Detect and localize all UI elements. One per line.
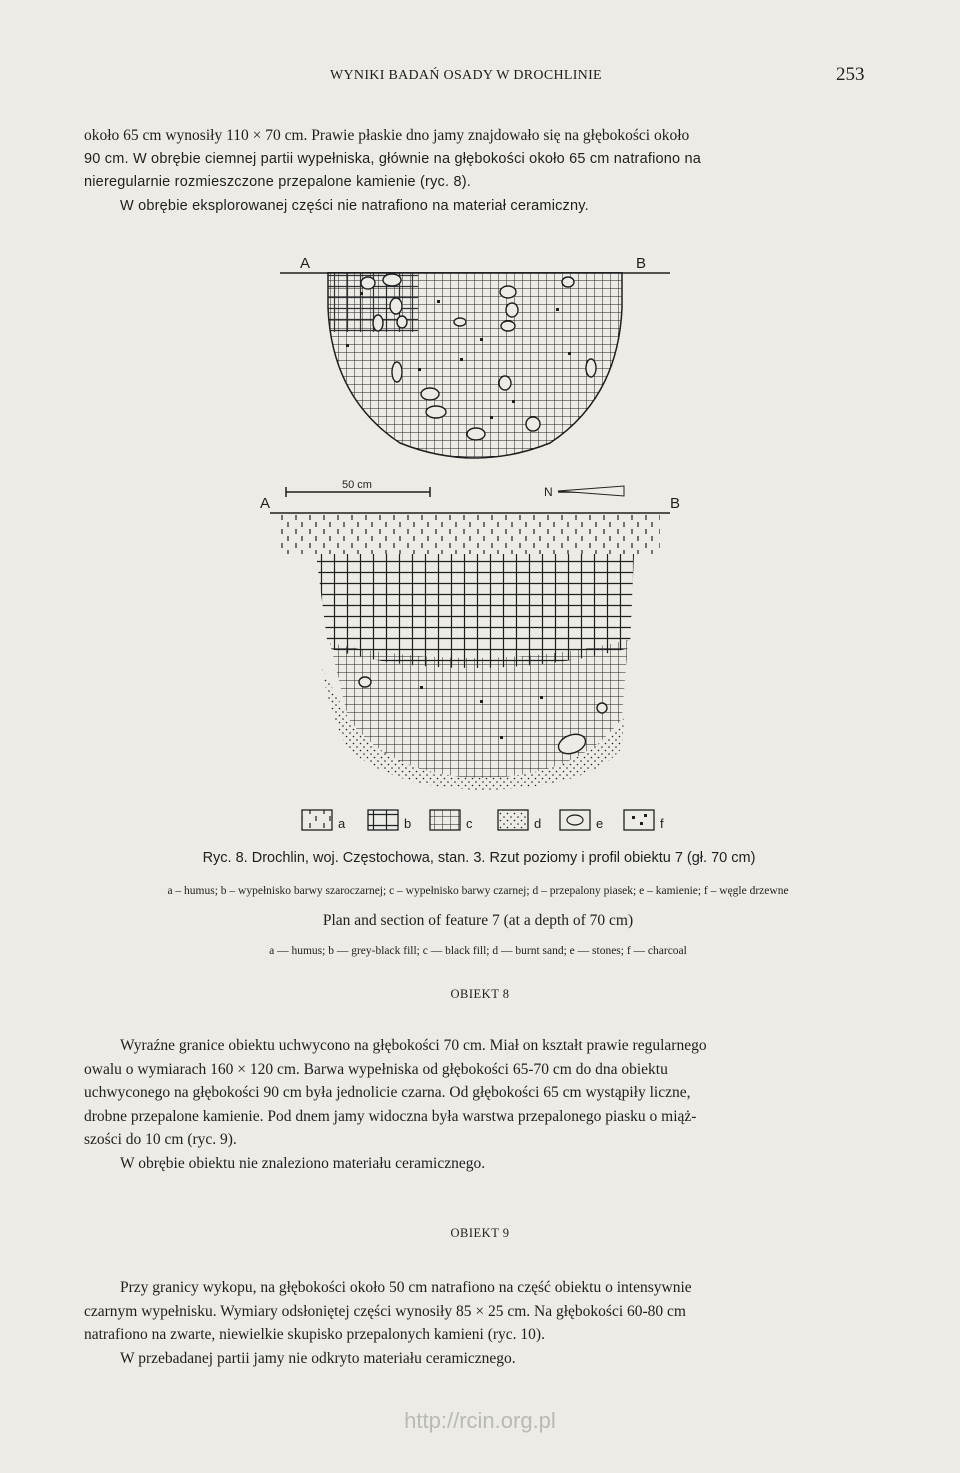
legend-key-b: b [404, 816, 412, 831]
text-line: szości do 10 cm (ryc. 9). [84, 1131, 237, 1148]
section-label-a: A [260, 495, 271, 512]
figure-caption-en: Plan and section of feature 7 (at a depth of 70 cm) [322, 912, 634, 929]
intro-paragraph [84, 124, 872, 218]
scale-bar [286, 479, 430, 497]
text-line: W obrębie obiektu nie znaleziono materiału ceramicznego. [120, 1154, 486, 1172]
text-line: uchwyconego na głębokości 90 cm była jednolicie czarna. Od głębokości 65 cm wystąpiły liczne, [84, 1084, 691, 1101]
text-line: W przebadanej partii jamy nie odkryto materiału ceramicznego. [120, 1349, 516, 1367]
section-heading-obiekt-8: OBIEKT 8 [450, 987, 510, 1001]
plan-label-b: B [636, 255, 647, 272]
legend-key-f: f [660, 816, 664, 831]
text-line: owalu o wymiarach 160 × 120 cm. Barwa wypełniska od głębokości 65-70 cm do dna obiektu [84, 1060, 668, 1078]
section-8-paragraph [84, 1034, 872, 1175]
figure-legend [302, 810, 664, 831]
text-line: 90 cm. W obrębie ciemnej partii wypełniska, głównie na głębokości około 65 cm natrafiono na [84, 150, 702, 167]
text-line: drobne przepalone kamienie. Pod dnem jamy widoczna była warstwa przepalonego piasku o miąż- [84, 1107, 697, 1125]
scale-label: 50 cm [342, 479, 372, 491]
text-line: około 65 cm wynosiły 110 × 70 cm. Prawie płaskie dno jamy znajdowało się na głębokości około [84, 127, 690, 144]
text-line: natrafiono na zwarte, niewielkie skupisko przepalonych kamieni (ryc. 10). [84, 1326, 545, 1343]
legend-key-e: e [596, 816, 604, 831]
figure-caption-pl: Ryc. 8. Drochlin, woj. Częstochowa, stan. 3. Rzut poziomy i profil obiektu 7 (gł. 70 cm) [202, 850, 756, 866]
section-label-b: B [670, 495, 681, 512]
feature-7-figure [250, 248, 690, 848]
plan-label-a: A [300, 255, 311, 272]
running-head [0, 64, 960, 92]
section-heading-obiekt-9: OBIEKT 9 [450, 1226, 510, 1240]
section-9-paragraph [84, 1276, 872, 1370]
north-arrow [544, 485, 624, 499]
text-line: Wyraźne granice obiektu uchwycono na głębokości 70 cm. Miał on kształt prawie regularnego [120, 1037, 707, 1054]
text-line: Przy granicy wykopu, na głębokości około 50 cm natrafiono na część obiektu o intensywnie [120, 1279, 692, 1296]
section-view [260, 495, 680, 790]
legend-key-a: a [338, 816, 346, 831]
figure-legend-en: a — humus; b — grey-black fill; c — black fill; d — burnt sand; e — stones; f — charcoal [269, 945, 687, 957]
running-title: WYNIKI BADAŃ OSADY W DROCHLINIE [330, 68, 602, 83]
text-line: W obrębie eksplorowanej części nie natrafiono na materiał ceramiczny. [120, 197, 589, 214]
footer-url: http://rcin.org.pl [404, 1408, 556, 1433]
plan-view [280, 255, 670, 478]
figure-legend-pl: a – humus; b – wypełnisko barwy szaroczarnej; c – wypełnisko barwy czarnej; d – przepalony piasek; e – kamienie; f – węgle drzewne [167, 885, 789, 897]
text-line: nieregularnie rozmieszczone przepalone kamienie (ryc. 8). [84, 174, 471, 190]
text-line: czarnym wypełnisku. Wymiary odsłoniętej części wynosiły 85 × 25 cm. Na głębokości 60-80 cm [84, 1302, 686, 1320]
page-number: 253 [836, 64, 865, 85]
legend-key-c: c [466, 816, 473, 831]
north-label: N [544, 485, 553, 499]
legend-key-d: d [534, 816, 542, 831]
